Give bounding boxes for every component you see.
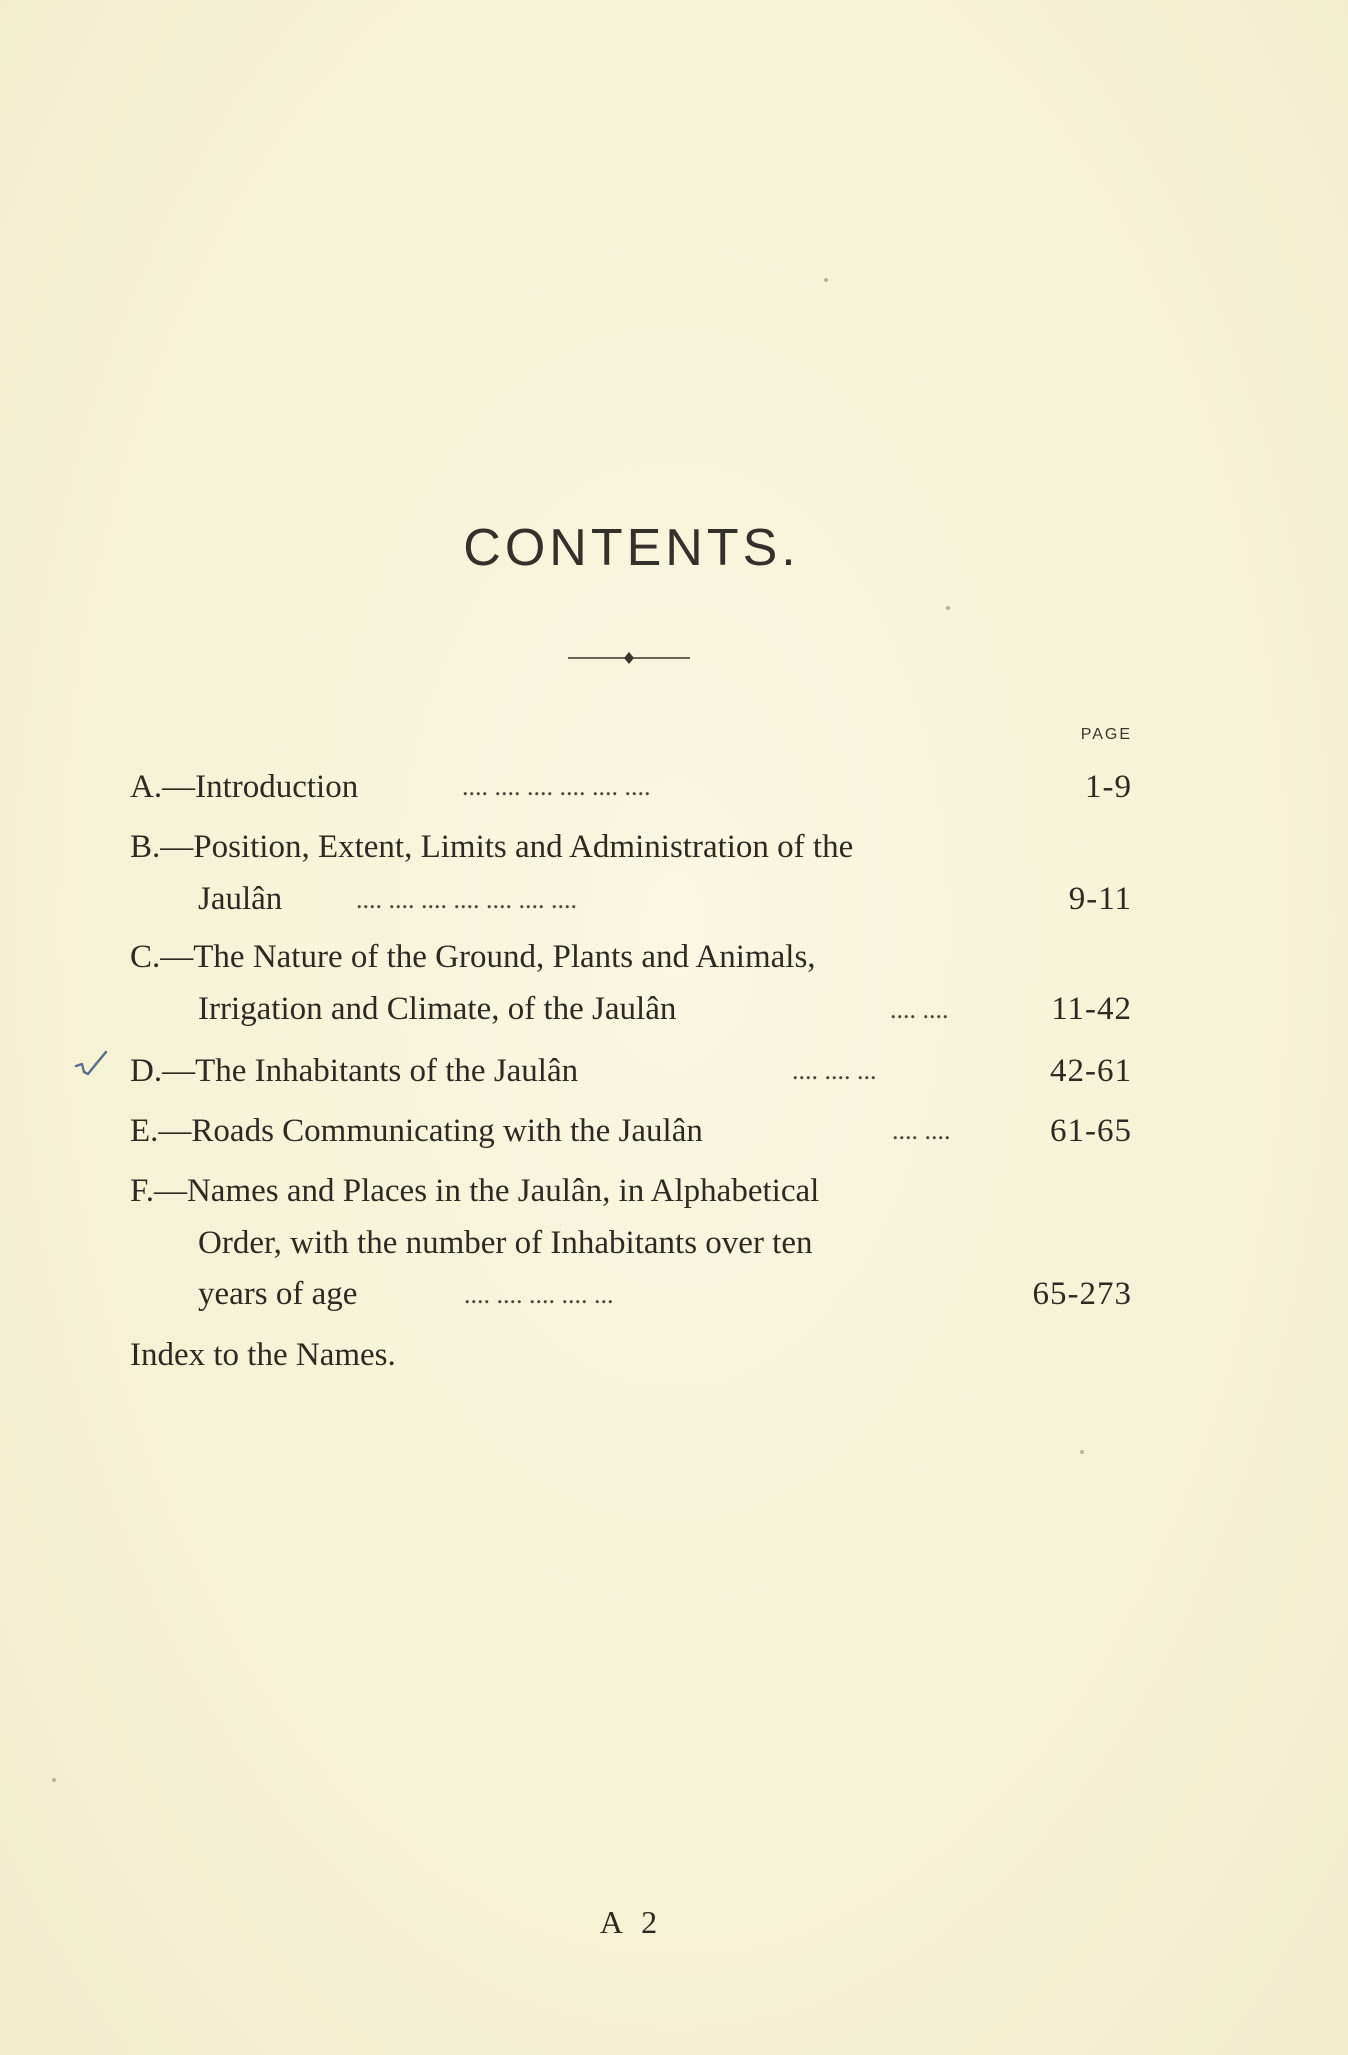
toc-entry-title-continued: Irrigation and Climate, of the Jaulân bbox=[198, 991, 677, 1027]
toc-leader-dots: .... .... .... .... .... .... .... bbox=[356, 885, 577, 914]
toc-entry-e bbox=[130, 1104, 1132, 1158]
paper-speck bbox=[824, 278, 828, 282]
toc-entry-a bbox=[130, 760, 1132, 814]
toc-entry-f-continued bbox=[130, 1218, 1132, 1269]
toc-entry-title: D.—The Inhabitants of the Jaulân bbox=[130, 1053, 579, 1089]
toc-entry-title: E.—Roads Communicating with the Jaulân bbox=[130, 1113, 703, 1149]
paper-speck bbox=[1080, 1450, 1084, 1454]
toc-entry-f-continued bbox=[130, 1269, 1132, 1320]
toc-page-number: 65-273 bbox=[1032, 1276, 1132, 1312]
toc-entry-c bbox=[130, 930, 1132, 984]
toc-entry-b-continued bbox=[130, 874, 1132, 925]
page-column-label: PAGE bbox=[1080, 726, 1132, 743]
toc-leader-dots: .... .... bbox=[892, 1116, 951, 1145]
toc-entry-title: F.—Names and Places in the Jaulân, in Alphabetical bbox=[130, 1173, 820, 1209]
page-title: CONTENTS. bbox=[463, 519, 800, 577]
toc-leader-dots: .... .... .... .... .... .... bbox=[462, 772, 651, 801]
toc-leader-dots: .... .... .... .... ... bbox=[464, 1280, 614, 1309]
toc-entry-title: B.—Position, Extent, Limits and Administration of the bbox=[130, 829, 854, 865]
paper-speck bbox=[52, 1778, 56, 1782]
toc-entry-b bbox=[130, 820, 1132, 874]
toc-page-number: 1-9 bbox=[1085, 769, 1132, 805]
toc-entry-c-continued bbox=[130, 984, 1132, 1035]
toc-page-number: 9-11 bbox=[1068, 881, 1132, 917]
toc-entry-title-continued: Order, with the number of Inhabitants over ten bbox=[198, 1225, 813, 1261]
toc-entry-f bbox=[130, 1164, 1132, 1218]
toc-page-number: 61-65 bbox=[1050, 1113, 1132, 1149]
folio-signature: A 2 bbox=[599, 1904, 664, 1940]
toc-entry-title: Index to the Names. bbox=[130, 1337, 396, 1373]
paper-speck bbox=[946, 606, 950, 610]
toc-entry-title-continued: years of age bbox=[198, 1276, 358, 1312]
toc-page-number: 42-61 bbox=[1050, 1053, 1132, 1089]
toc-leader-dots: .... .... ... bbox=[792, 1056, 877, 1085]
toc-leader-dots: .... .... bbox=[890, 995, 949, 1024]
toc-entry-d bbox=[130, 1044, 1132, 1098]
handwritten-check-icon bbox=[72, 1048, 122, 1082]
toc-entry-title-continued: Jaulân bbox=[198, 881, 283, 917]
toc-entry-title: C.—The Nature of the Ground, Plants and Animals, bbox=[130, 939, 816, 975]
toc-page-number: 11-42 bbox=[1051, 991, 1132, 1027]
toc-entry-title: A.—Introduction bbox=[130, 769, 359, 805]
toc-entry-index bbox=[130, 1328, 1132, 1382]
ornament-rule-icon bbox=[568, 650, 690, 666]
table-of-contents bbox=[130, 760, 1132, 1382]
